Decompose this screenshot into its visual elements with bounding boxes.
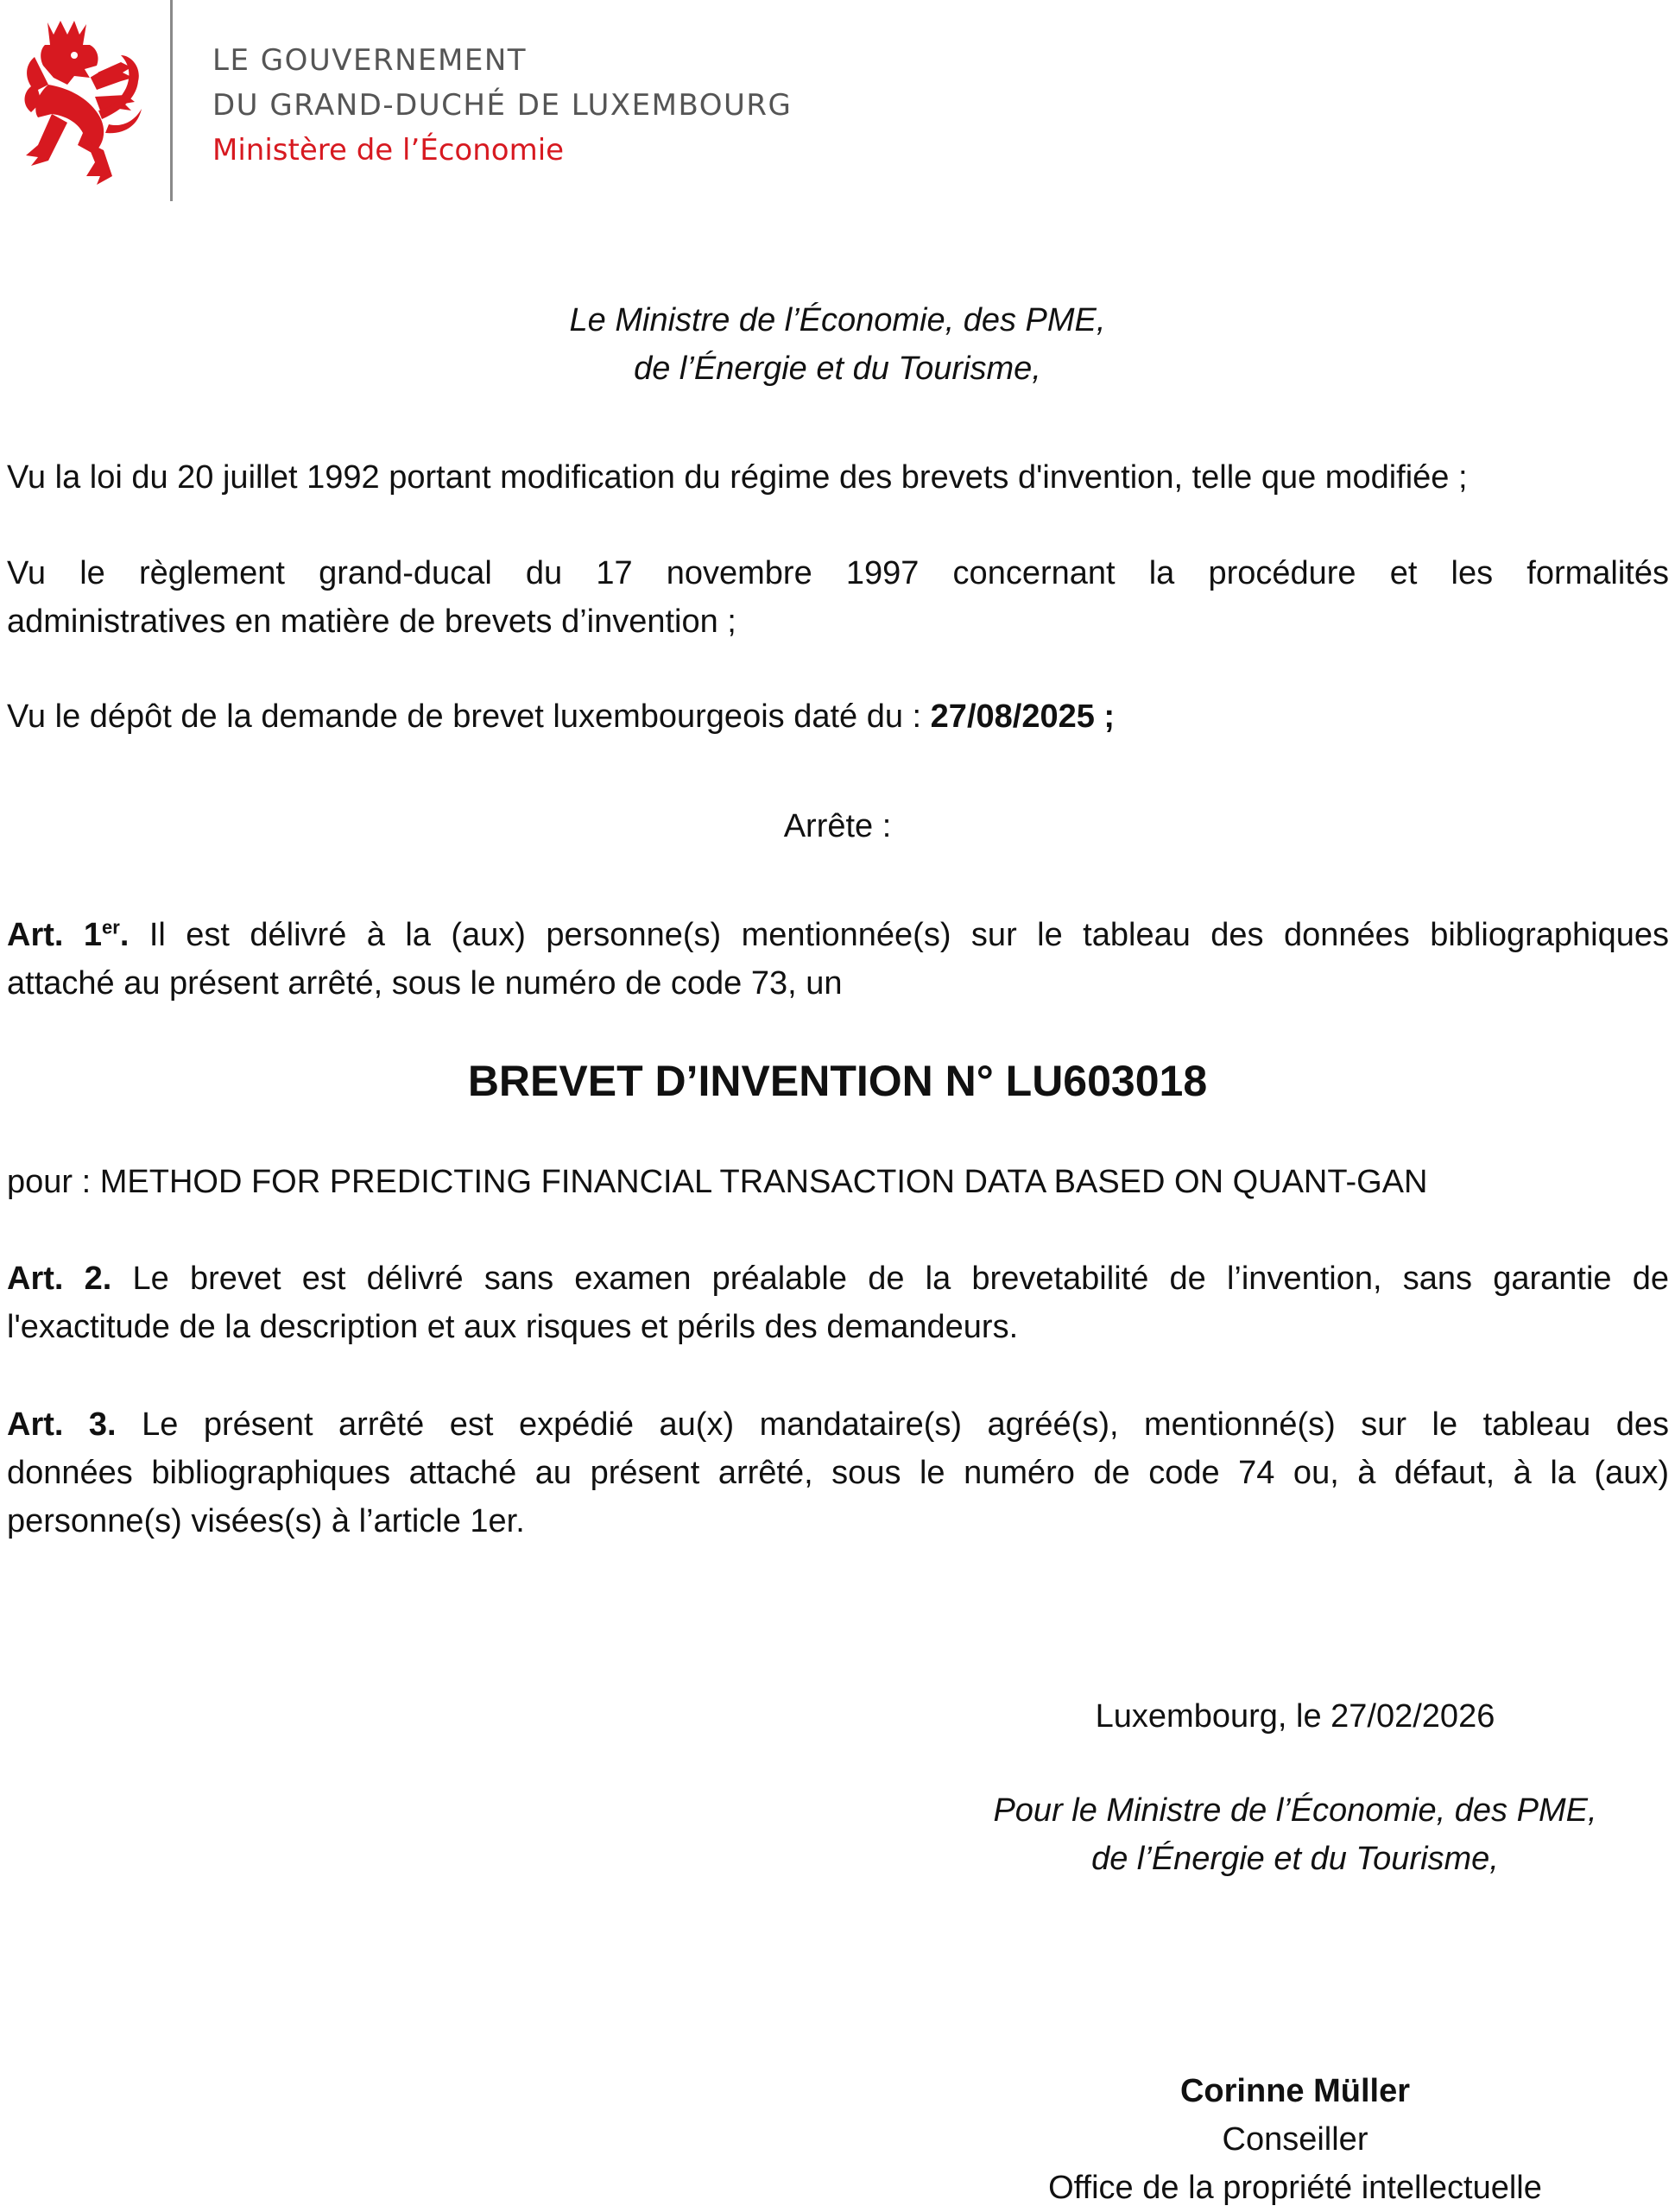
government-name-line-1: LE GOUVERNEMENT (212, 43, 528, 78)
arrete-heading: Arrête : (783, 808, 892, 844)
article-3-line-2: données bibliographiques attaché au présent arrêté, sous le numéro de code 74 ou, à défaut, à la (aux) (7, 1455, 1669, 1491)
signatory-name: Corinne Müller (1179, 2073, 1411, 2109)
red-lion-coat-of-arms-icon (0, 16, 142, 188)
consideration-reglement-line-1: Vu le règlement grand-ducal du 17 novembre 1997 concernant la procédure et les formalités (7, 555, 1669, 591)
consideration-reglement-line-2: administratives en matière de brevets d’invention ; (7, 604, 736, 640)
article-2-line-1 (7, 1255, 1669, 1303)
consideration-filing-date (7, 692, 1115, 741)
signatory-role: Conseiller (1222, 2121, 1368, 2158)
article-2-text: Le brevet est délivré sans examen préalable de la brevetabilité de l’invention, sans garantie de (111, 1261, 1669, 1297)
article-2-line-2: l'exactitude de la description et aux risques et périls des demandeurs. (7, 1309, 1019, 1345)
signatory-office: Office de la propriété intellectuelle (1048, 2170, 1542, 2206)
article-3-text: Le présent arrêté est expédié au(x) mandataire(s) agréé(s), mentionné(s) sur le tableau des (116, 1406, 1669, 1443)
header-divider (170, 0, 173, 201)
article-3 (7, 1400, 1669, 1545)
patent-title: BREVET D’INVENTION N° LU603018 (467, 1057, 1208, 1105)
consideration-law-1992: Vu la loi du 20 juillet 1992 portant modification du régime des brevets d'invention, telle que modifiée ; (7, 459, 1468, 496)
place-and-date: Luxembourg, le 27/02/2026 (1095, 1698, 1495, 1735)
ministry-name: Ministère de l’Économie (212, 133, 565, 167)
intro-line-1: Le Ministre de l’Économie, des PME, (569, 302, 1106, 338)
article-2 (7, 1255, 1669, 1351)
filing-date-value: 27/08/2025 ; (930, 698, 1116, 735)
article-1 (7, 911, 1669, 1008)
filing-date-prefix: Vu le dépôt de la demande de brevet luxembourgeois daté du : (7, 698, 931, 735)
article-1-text: Il est délivré à la (aux) personne(s) mentionnée(s) sur le tableau des données bibliographiques (129, 917, 1669, 953)
article-3-line-1 (7, 1400, 1669, 1449)
invention-title: pour : METHOD FOR PREDICTING FINANCIAL TRANSACTION DATA BASED ON QUANT-GAN (7, 1164, 1428, 1200)
article-1-line-2: attaché au présent arrêté, sous le numéro de code 73, un (7, 965, 843, 1002)
article-3-line-3: personne(s) visées(s) à l’article 1er. (7, 1503, 525, 1539)
signatory-for-line-2: de l’Énergie et du Tourisme, (1091, 1841, 1499, 1877)
article-3-label: Art. 3. (7, 1406, 117, 1443)
article-2-label: Art. 2. (7, 1261, 112, 1297)
article-1-label-superscript: er (102, 916, 120, 939)
government-name-line-2: DU GRAND-DUCHÉ DE LUXEMBOURG (212, 88, 793, 123)
article-1-label-end: . (119, 917, 130, 953)
government-header (212, 38, 792, 173)
article-1-line-1 (7, 911, 1669, 959)
consideration-reglement-1997 (7, 549, 1669, 646)
article-1-label: Art. 1 (7, 917, 103, 953)
signatory-for-line-1: Pour le Ministre de l’Économie, des PME, (993, 1792, 1597, 1829)
intro-line-2: de l’Énergie et du Tourisme, (634, 351, 1041, 387)
